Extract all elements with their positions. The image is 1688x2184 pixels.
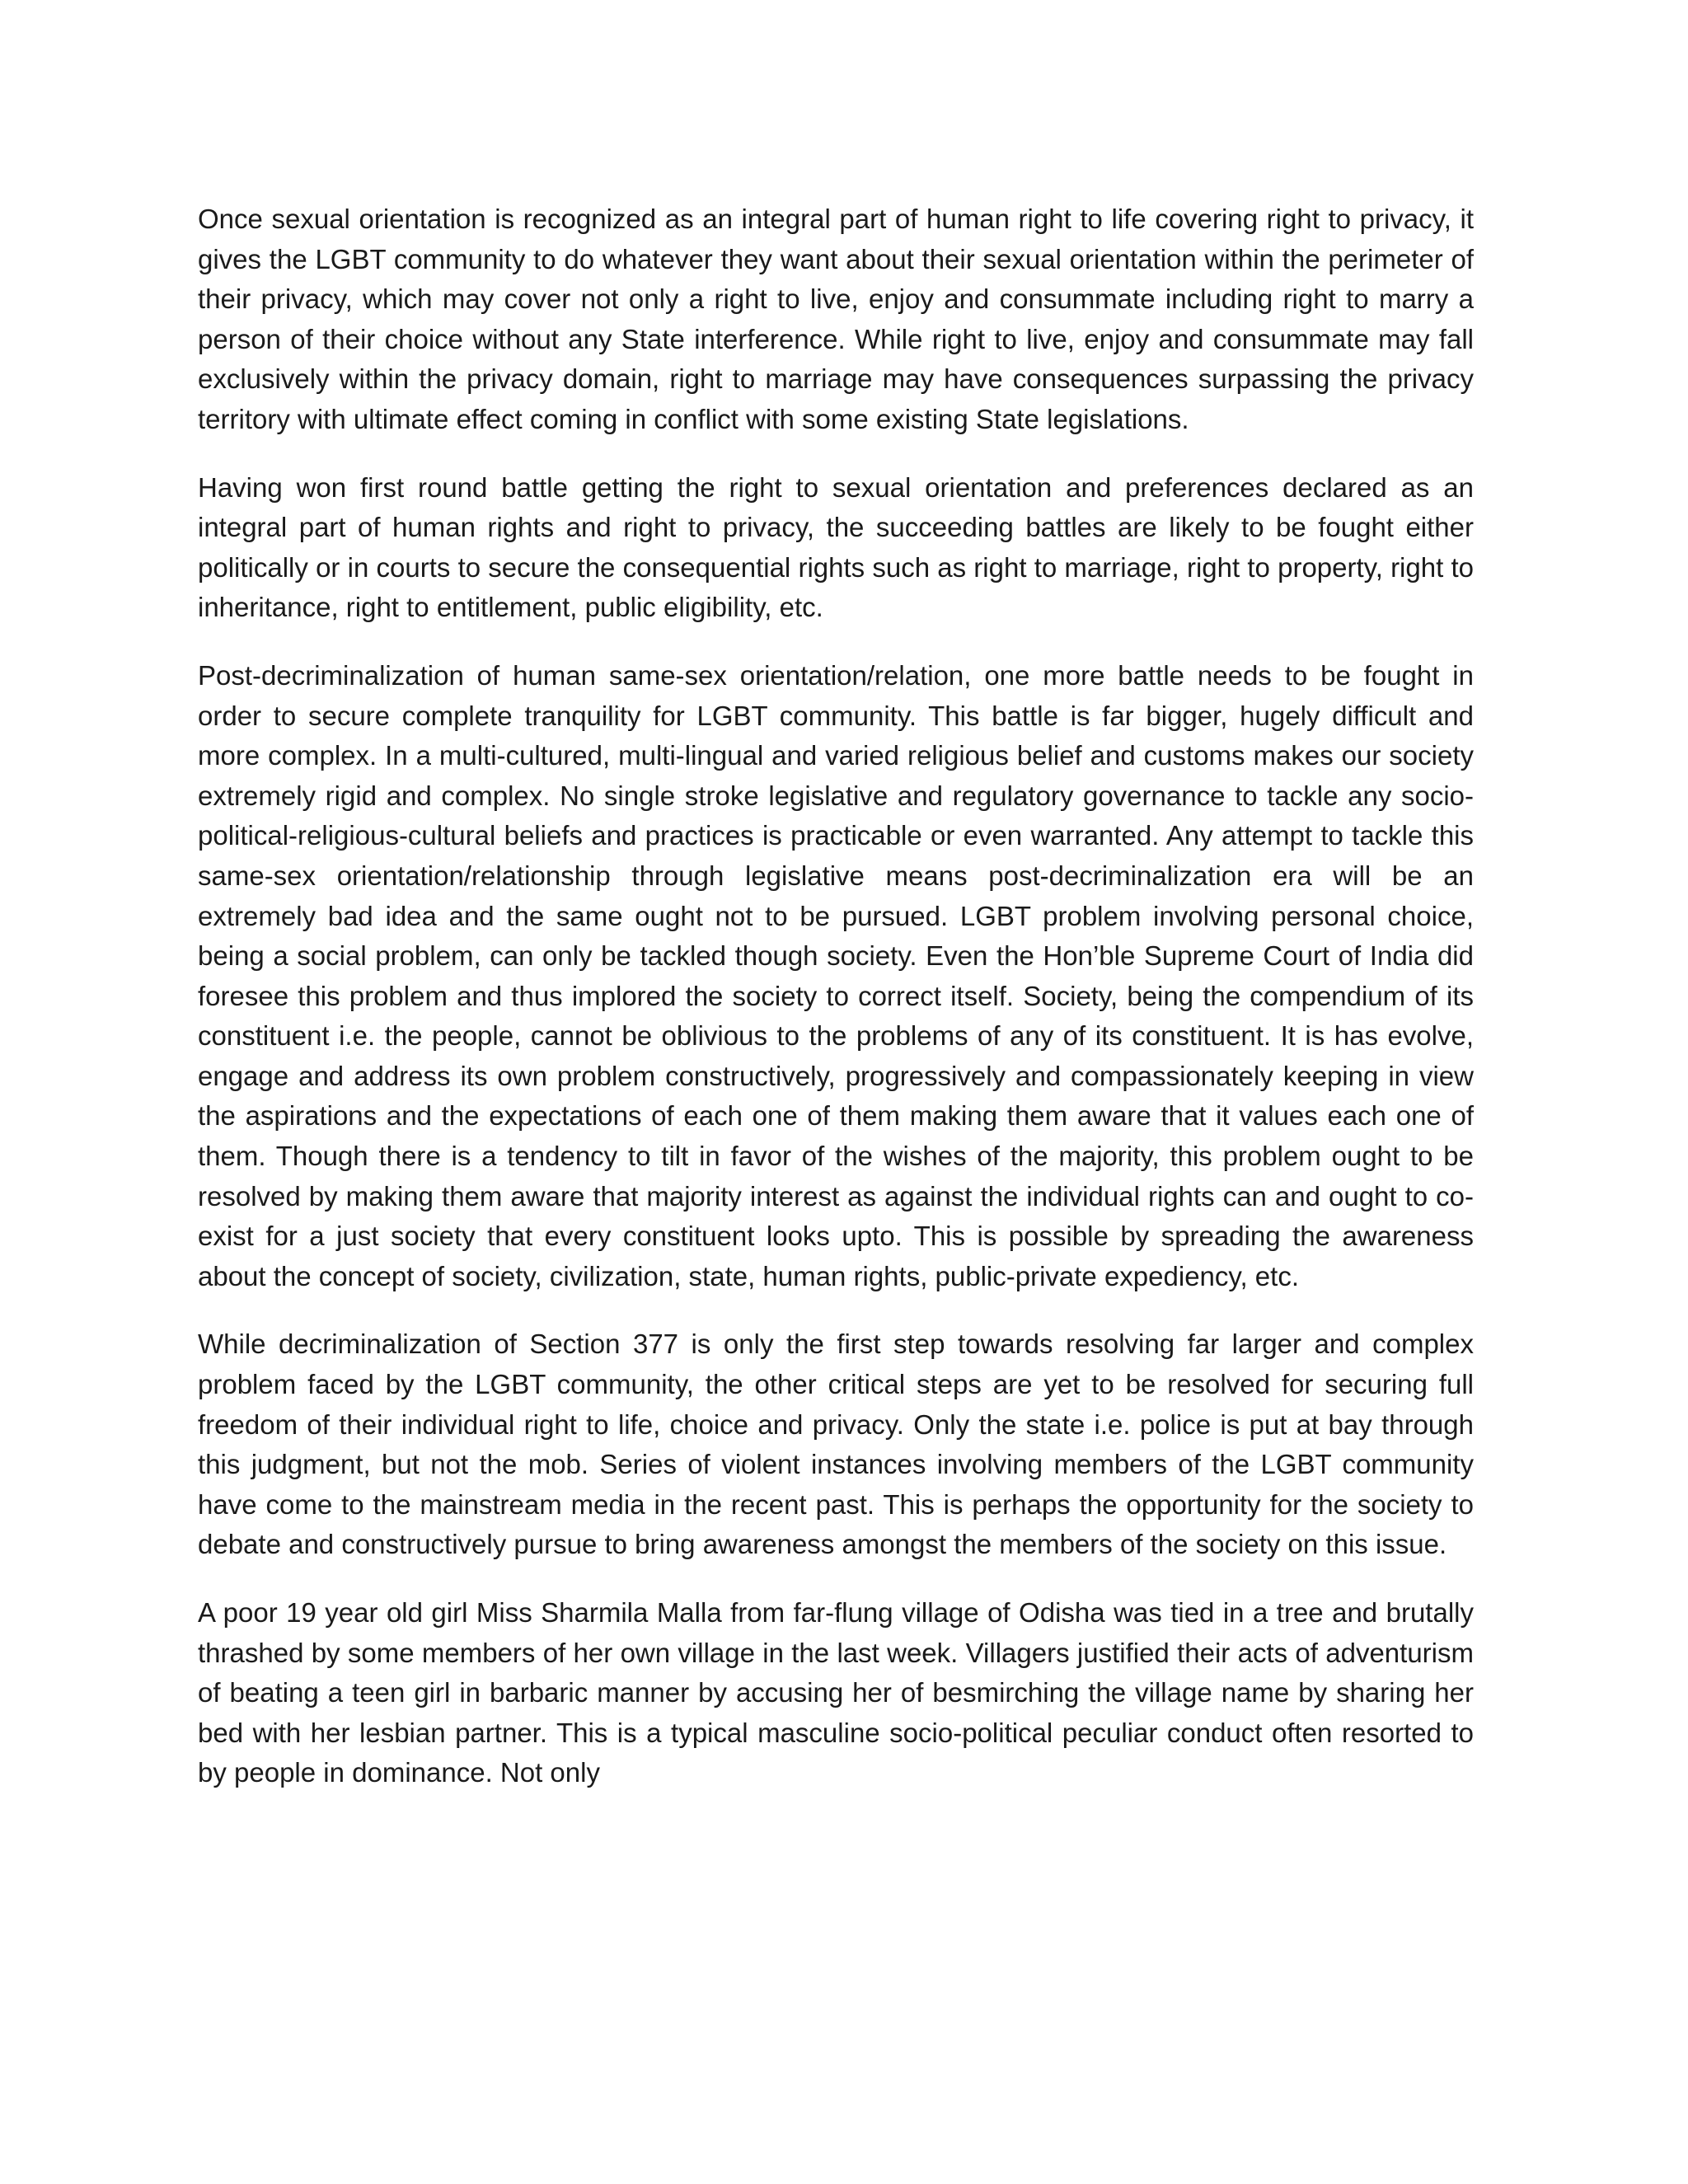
paragraph-post-decriminalization: Post-decriminalization of human same-sex orientation/relation, one more battle needs to be fought in order to secure complete tranquility for LGBT community. This battle is far bigger, hugely difficult and more complex. In a multi-cultured, multi-lingual and varied religious belief and customs makes our society extremely rigid and complex. No single stroke legislative and regulatory governance to tackle any socio-political-religious-cultural beliefs and practices is practicable or even warranted. Any attempt to tackle this same-sex orientation/relationship through legislative means post-decriminalization era will be an extremely bad idea and the same ought not to be pursued. LGBT problem involving personal choice, being a social problem, can only be tackled though society. Even the Hon’ble Supreme Court of India did foresee this problem and thus implored the society to correct itself. Society, being the compendium of its constituent i.e. the people, cannot be oblivious to the problems of any of its constituent. It is has evolve, engage and address its own problem constructively, progressively and compassionately keeping in view the aspirations and the expectations of each one of them making them aware that it values each one of them. Though there is a tendency to tilt in favor of the wishes of the majority, this problem ought to be resolved by making them aware that majority interest as against the individual rights can and ought to co-exist for a just society that every constituent looks upto. This is possible by spreading the awareness about the concept of society, civilization, state, human rights, public-private expediency, etc. — [198, 659, 1474, 1291]
paragraph-succeeding-battles: Having won first round battle getting the right to sexual orientation and preferences declared as an integral part of human rights and right to privacy, the succeeding battles are likely to be fought either politically or in courts to secure the consequential rights such as right to marriage, right to property, right to inheritance, right to entitlement, public eligibility, etc. — [198, 471, 1474, 623]
paragraph-odisha-incident: A poor 19 year old girl Miss Sharmila Malla from far-flung village of Odisha was tied in a tree and brutally thrashed by some members of her own village in the last week. Villagers justified their acts of adventurism of beating a teen girl in barbaric manner by accusing her of besmirching the village name by sharing her bed with her lesbian partner. This is a typical masculine socio-political peculiar conduct often resorted to by people in dominance. Not only — [198, 1597, 1474, 1788]
paragraph-section-377: While decriminalization of Section 377 is only the first step towards resolving far larger and complex problem faced by the LGBT community, the other critical steps are yet to be resolved for securing full freedom of their individual right to life, choice and privacy. Only the state i.e. police is put at bay through this judgment, but not the mob. Series of violent instances involving members of the LGBT community have come to the mainstream media in the recent past. This is perhaps the opportunity for the society to debate and constructively pursue to bring awareness amongst the members of the society on this issue. — [198, 1329, 1474, 1560]
paragraph-privacy-rights: Once sexual orientation is recognized as an integral part of human right to life covering right to privacy, it gives the LGBT community to do whatever they want about their sexual orientation within the perimeter of their privacy, which may cover not only a right to live, enjoy and consummate including right to marry a person of their choice without any State interference. While right to live, enjoy and consummate may fall exclusively within the privacy domain, right to marriage may have consequences surpassing the privacy territory with ultimate effect coming in conflict with some existing State legislations. — [198, 204, 1474, 434]
document-body — [198, 199, 1474, 1793]
